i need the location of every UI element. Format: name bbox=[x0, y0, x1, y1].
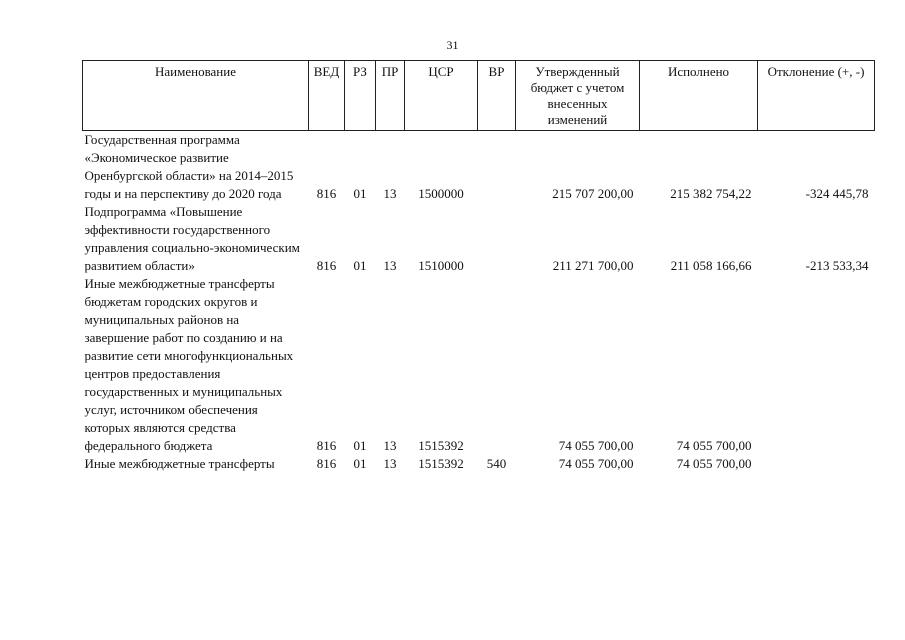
row-vr bbox=[478, 131, 516, 204]
row-pr: 13 bbox=[383, 258, 397, 273]
row-csr: 1510000 bbox=[418, 258, 464, 273]
budget-table bbox=[82, 60, 875, 473]
header-approved: Утвержденный бюджет с учетом внесенных изменений bbox=[516, 61, 640, 131]
row-rz: 01 bbox=[353, 438, 367, 453]
header-name: Наименование bbox=[83, 61, 309, 131]
row-ved: 816 bbox=[316, 456, 337, 471]
row-executed: 211 058 166,66 bbox=[670, 258, 752, 273]
header-pr: ПР bbox=[376, 61, 405, 131]
row-pr: 13 bbox=[383, 438, 397, 453]
row-name: Иные межбюджетные трансферты bbox=[84, 456, 275, 471]
row-vr bbox=[478, 275, 516, 455]
page-number: 31 bbox=[446, 38, 459, 52]
table-row bbox=[83, 275, 875, 455]
row-pr: 13 bbox=[383, 186, 397, 201]
table-row bbox=[83, 131, 875, 204]
row-executed: 74 055 700,00 bbox=[676, 456, 752, 471]
table-row bbox=[83, 455, 875, 473]
row-deviation: -213 533,34 bbox=[805, 258, 869, 273]
row-approved: 74 055 700,00 bbox=[558, 456, 634, 471]
row-csr: 1500000 bbox=[418, 186, 464, 201]
row-ved: 816 bbox=[316, 186, 337, 201]
header-executed: Исполнено bbox=[640, 61, 758, 131]
row-name: Государственная программа «Экономическое развитие Оренбургской области» на 2014–2015 годы и на перспективу до 2020 года bbox=[84, 132, 294, 201]
table-row bbox=[83, 203, 875, 275]
row-rz: 01 bbox=[353, 456, 367, 471]
header-vr: ВР bbox=[478, 61, 516, 131]
header-rz: РЗ bbox=[345, 61, 376, 131]
row-approved: 211 271 700,00 bbox=[552, 258, 634, 273]
row-approved: 215 707 200,00 bbox=[552, 186, 634, 201]
table-header-row bbox=[83, 61, 875, 131]
row-ved: 816 bbox=[316, 258, 337, 273]
row-vr: 540 bbox=[486, 456, 507, 471]
row-pr: 13 bbox=[383, 456, 397, 471]
row-deviation: -324 445,78 bbox=[805, 186, 869, 201]
row-csr: 1515392 bbox=[418, 438, 464, 453]
row-executed: 215 382 754,22 bbox=[670, 186, 752, 201]
row-approved: 74 055 700,00 bbox=[558, 438, 634, 453]
row-executed: 74 055 700,00 bbox=[676, 438, 752, 453]
row-rz: 01 bbox=[353, 258, 367, 273]
row-deviation bbox=[758, 275, 875, 455]
row-rz: 01 bbox=[353, 186, 367, 201]
row-deviation bbox=[758, 455, 875, 473]
row-name: Подпрограмма «Повышение эффективности государственного управления социально-экономическим развитием области» bbox=[84, 204, 300, 273]
row-vr bbox=[478, 203, 516, 275]
row-csr: 1515392 bbox=[418, 456, 464, 471]
row-name: Иные межбюджетные трансферты бюджетам городских округов и муниципальных районов на завершение работ по созданию и на развитие сети многофункциональных центров предоставления государственных и муниципальных услуг, источником обеспечения которых являются средства федерального бюджета bbox=[84, 276, 294, 453]
header-ved: ВЕД bbox=[309, 61, 345, 131]
header-csr: ЦСР bbox=[405, 61, 478, 131]
row-ved: 816 bbox=[316, 438, 337, 453]
header-deviation: Отклонение (+, -) bbox=[758, 61, 875, 131]
